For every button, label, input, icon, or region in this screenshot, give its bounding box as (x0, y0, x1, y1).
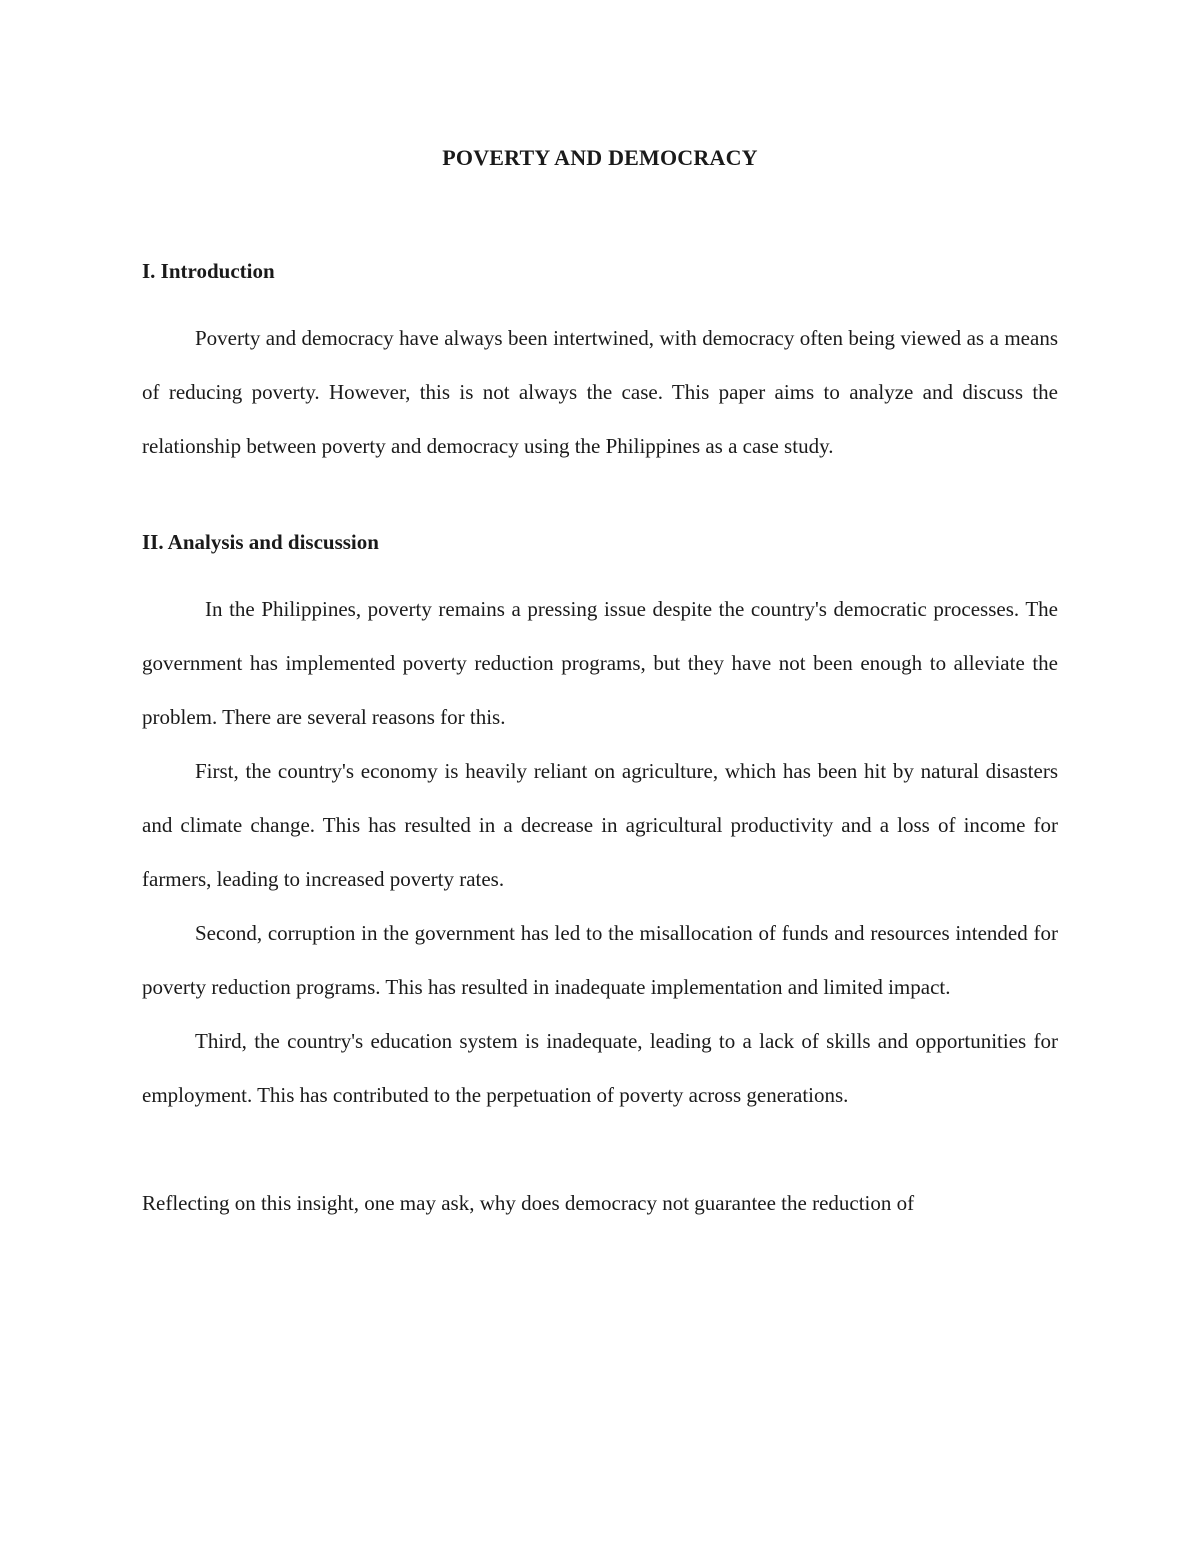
section-heading-introduction: I. Introduction (142, 259, 275, 283)
analysis-paragraph-4: Third, the country's education system is inadequate, leading to a lack of skills and opportunities for employment. This has contributed to the perpetuation of poverty across generations. (142, 1029, 1058, 1107)
analysis-paragraph-2: First, the country's economy is heavily reliant on agriculture, which has been hit by natural disasters and climate change. This has resulted in a decrease in agricultural productivity and a loss of income for farmers, leading to increased poverty rates. (142, 759, 1058, 891)
document-body (142, 138, 1058, 1230)
analysis-paragraph-1: In the Philippines, poverty remains a pressing issue despite the country's democratic processes. The government has implemented poverty reduction programs, but they have not been enough to alleviate the problem. There are several reasons for this. (142, 597, 1058, 729)
closing-paragraph: Reflecting on this insight, one may ask, why does democracy not guarantee the reduction of (142, 1191, 915, 1215)
section-heading-analysis: II. Analysis and discussion (142, 530, 379, 554)
introduction-paragraph: Poverty and democracy have always been intertwined, with democracy often being viewed as a means of reducing poverty. However, this is not always the case. This paper aims to analyze and discuss the relationship between poverty and democracy using the Philippines as a case study. (142, 326, 1058, 458)
analysis-paragraph-3: Second, corruption in the government has led to the misallocation of funds and resources intended for poverty reduction programs. This has resulted in inadequate implementation and limited impact. (142, 921, 1058, 999)
document-title: POVERTY AND DEMOCRACY (442, 145, 758, 170)
